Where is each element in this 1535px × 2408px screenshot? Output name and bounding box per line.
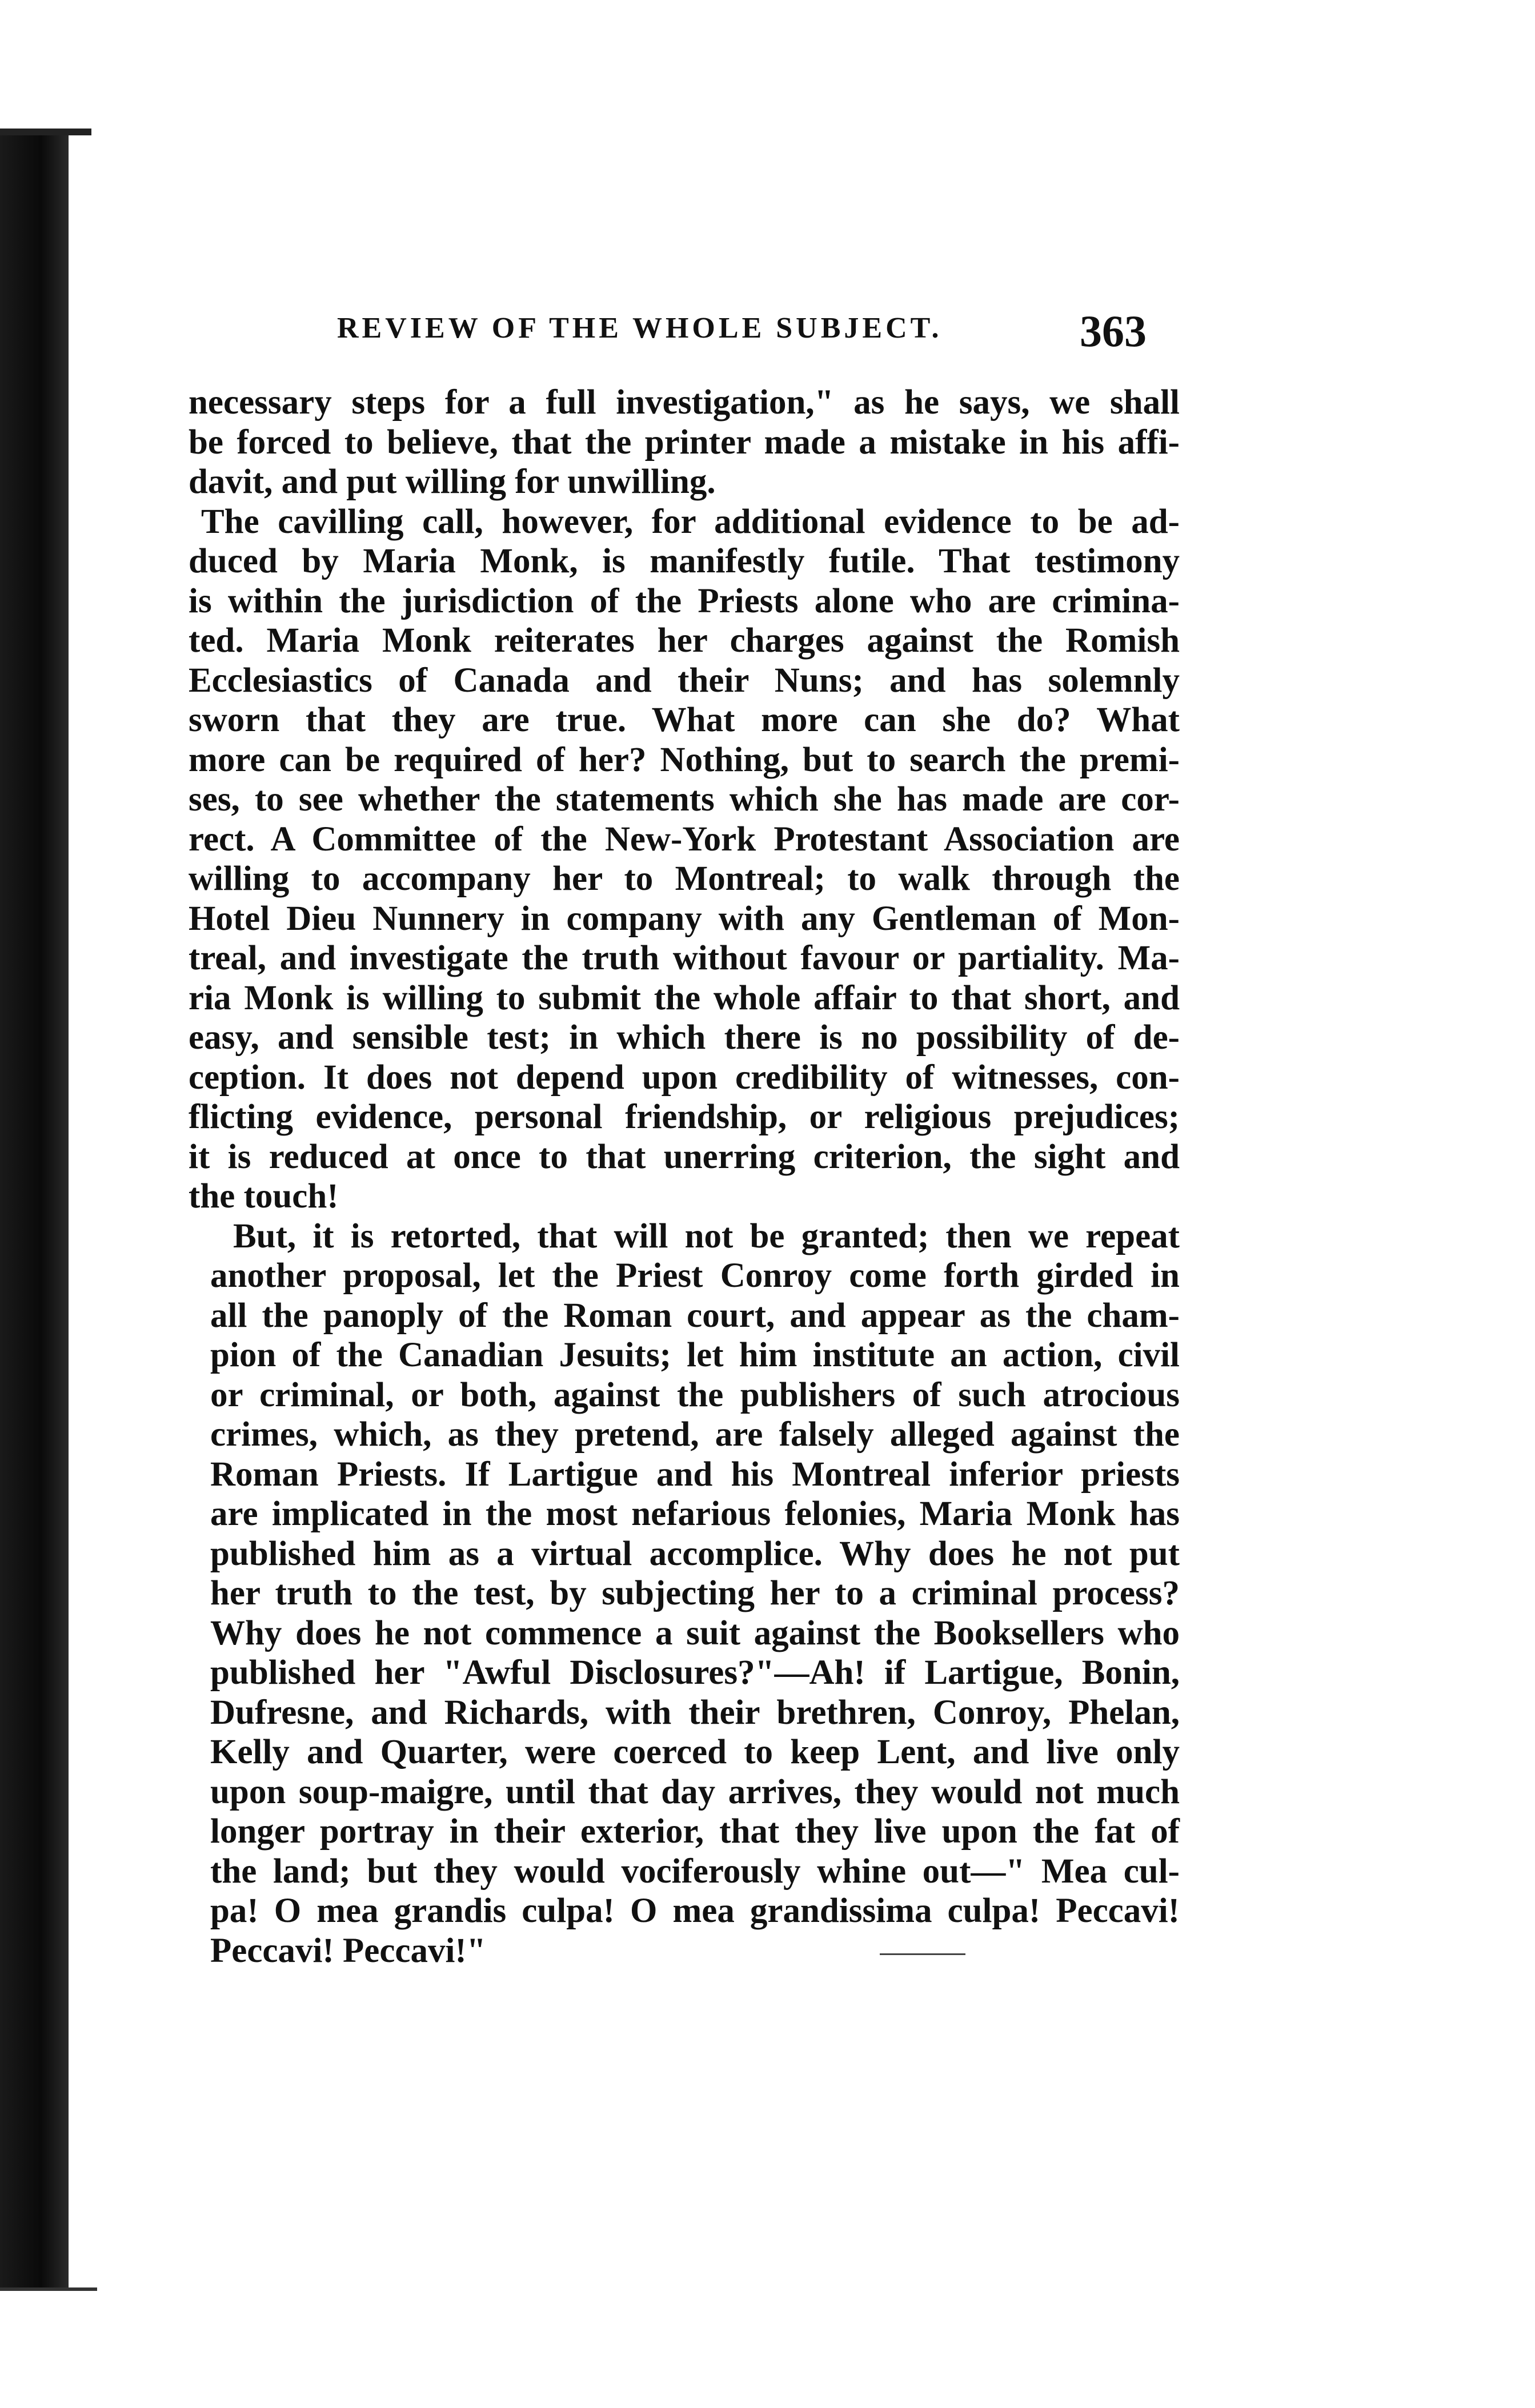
page-header xyxy=(337,306,1147,356)
paragraph-2 xyxy=(189,502,1180,1217)
text-line: Kelly and Quarter, were coerced to keep Lent, and live only xyxy=(210,1733,1180,1771)
text-line: crimes, which, as they pretend, are falsely alleged against the xyxy=(210,1415,1180,1454)
text-line: another proposal, let the Priest Conroy come forth girded in xyxy=(210,1257,1180,1295)
text-line: the touch! xyxy=(189,1177,339,1215)
text-line: or criminal, or both, against the publishers of such atrocious xyxy=(210,1375,1180,1414)
paragraph-3 xyxy=(210,1217,1180,1971)
text-line: The cavilling call, however, for additional evidence to be ad- xyxy=(201,502,1180,541)
text-line: Ecclesiastics of Canada and their Nuns; and has solemnly xyxy=(189,661,1180,700)
text-line: it is reduced at once to that unerring criterion, the sight and xyxy=(189,1137,1180,1176)
text-line: published him as a virtual accomplice. Why does he not put xyxy=(210,1534,1180,1573)
text-line: flicting evidence, personal friendship, or religious prejudices; xyxy=(189,1098,1180,1136)
text-line: Why does he not commence a suit against the Booksellers who xyxy=(210,1614,1180,1652)
text-line: easy, and sensible test; in which there is no possibility of de- xyxy=(189,1018,1180,1057)
text-line: ses, to see whether the statements which she has made are cor- xyxy=(189,780,1180,818)
text-line: ception. It does not depend upon credibility of witnesses, con- xyxy=(189,1058,1180,1097)
text-line: longer portray in their exterior, that they live upon the fat of xyxy=(210,1812,1180,1851)
text-line: her truth to the test, by subjecting her to a criminal process? xyxy=(210,1574,1180,1612)
text-line: pa! O mea grandis culpa! O mea grandissima culpa! Peccavi! xyxy=(210,1892,1180,1930)
text-line: treal, and investigate the truth without favour or partiality. Ma- xyxy=(189,939,1180,977)
text-line: the land; but they would vociferously whine out—" Mea cul- xyxy=(210,1852,1180,1891)
text-line: Roman Priests. If Lartigue and his Montreal inferior priests xyxy=(210,1455,1180,1494)
text-line: pion of the Canadian Jesuits; let him institute an action, civil xyxy=(210,1336,1180,1374)
text-line: are implicated in the most nefarious felonies, Maria Monk has xyxy=(210,1495,1180,1533)
text-line: Hotel Dieu Nunnery in company with any Gentleman of Mon- xyxy=(189,899,1180,938)
text-line: rect. A Committee of the New-York Protestant Association are xyxy=(189,820,1180,858)
text-line: be forced to believe, that the printer made a mistake in his affi- xyxy=(189,423,1180,461)
text-line: published her "Awful Disclosures?"—Ah! if Lartigue, Bonin, xyxy=(210,1654,1180,1692)
text-line: ted. Maria Monk reiterates her charges against the Romish xyxy=(189,621,1180,660)
running-head: REVIEW OF THE WHOLE SUBJECT. xyxy=(337,312,943,344)
page-number: 363 xyxy=(1080,306,1147,356)
closing-rule xyxy=(880,1953,965,1955)
text-line: more can be required of her? Nothing, but to search the premi- xyxy=(189,740,1180,779)
text-line: Dufresne, and Richards, with their brethren, Conroy, Phelan, xyxy=(210,1693,1180,1732)
text-line: sworn that they are true. What more can she do? What xyxy=(189,701,1180,739)
body-text xyxy=(189,383,1180,1970)
text-line: all the panoply of the Roman court, and appear as the cham- xyxy=(210,1296,1180,1335)
text-line: Peccavi! Peccavi!" xyxy=(210,1931,486,1970)
paragraph-1 xyxy=(189,383,1180,502)
text-line: ria Monk is willing to submit the whole affair to that short, and xyxy=(189,978,1180,1017)
text-line: But, it is retorted, that will not be granted; then we repeat xyxy=(233,1217,1180,1255)
binding-edge xyxy=(0,129,69,2287)
text-line: duced by Maria Monk, is manifestly futile. That testimony xyxy=(189,542,1180,580)
binding-top-edge xyxy=(0,129,91,135)
text-line: is within the jurisdiction of the Priests alone who are crimina- xyxy=(189,581,1180,620)
text-line: willing to accompany her to Montreal; to walk through the xyxy=(189,860,1180,898)
text-line: upon soup-maigre, until that day arrives, they would not much xyxy=(210,1772,1180,1811)
text-line: necessary steps for a full investigation," as he says, we shall xyxy=(189,383,1180,422)
text-line: davit, and put willing for unwilling. xyxy=(189,463,716,501)
binding-bottom-rule xyxy=(0,2287,97,2291)
